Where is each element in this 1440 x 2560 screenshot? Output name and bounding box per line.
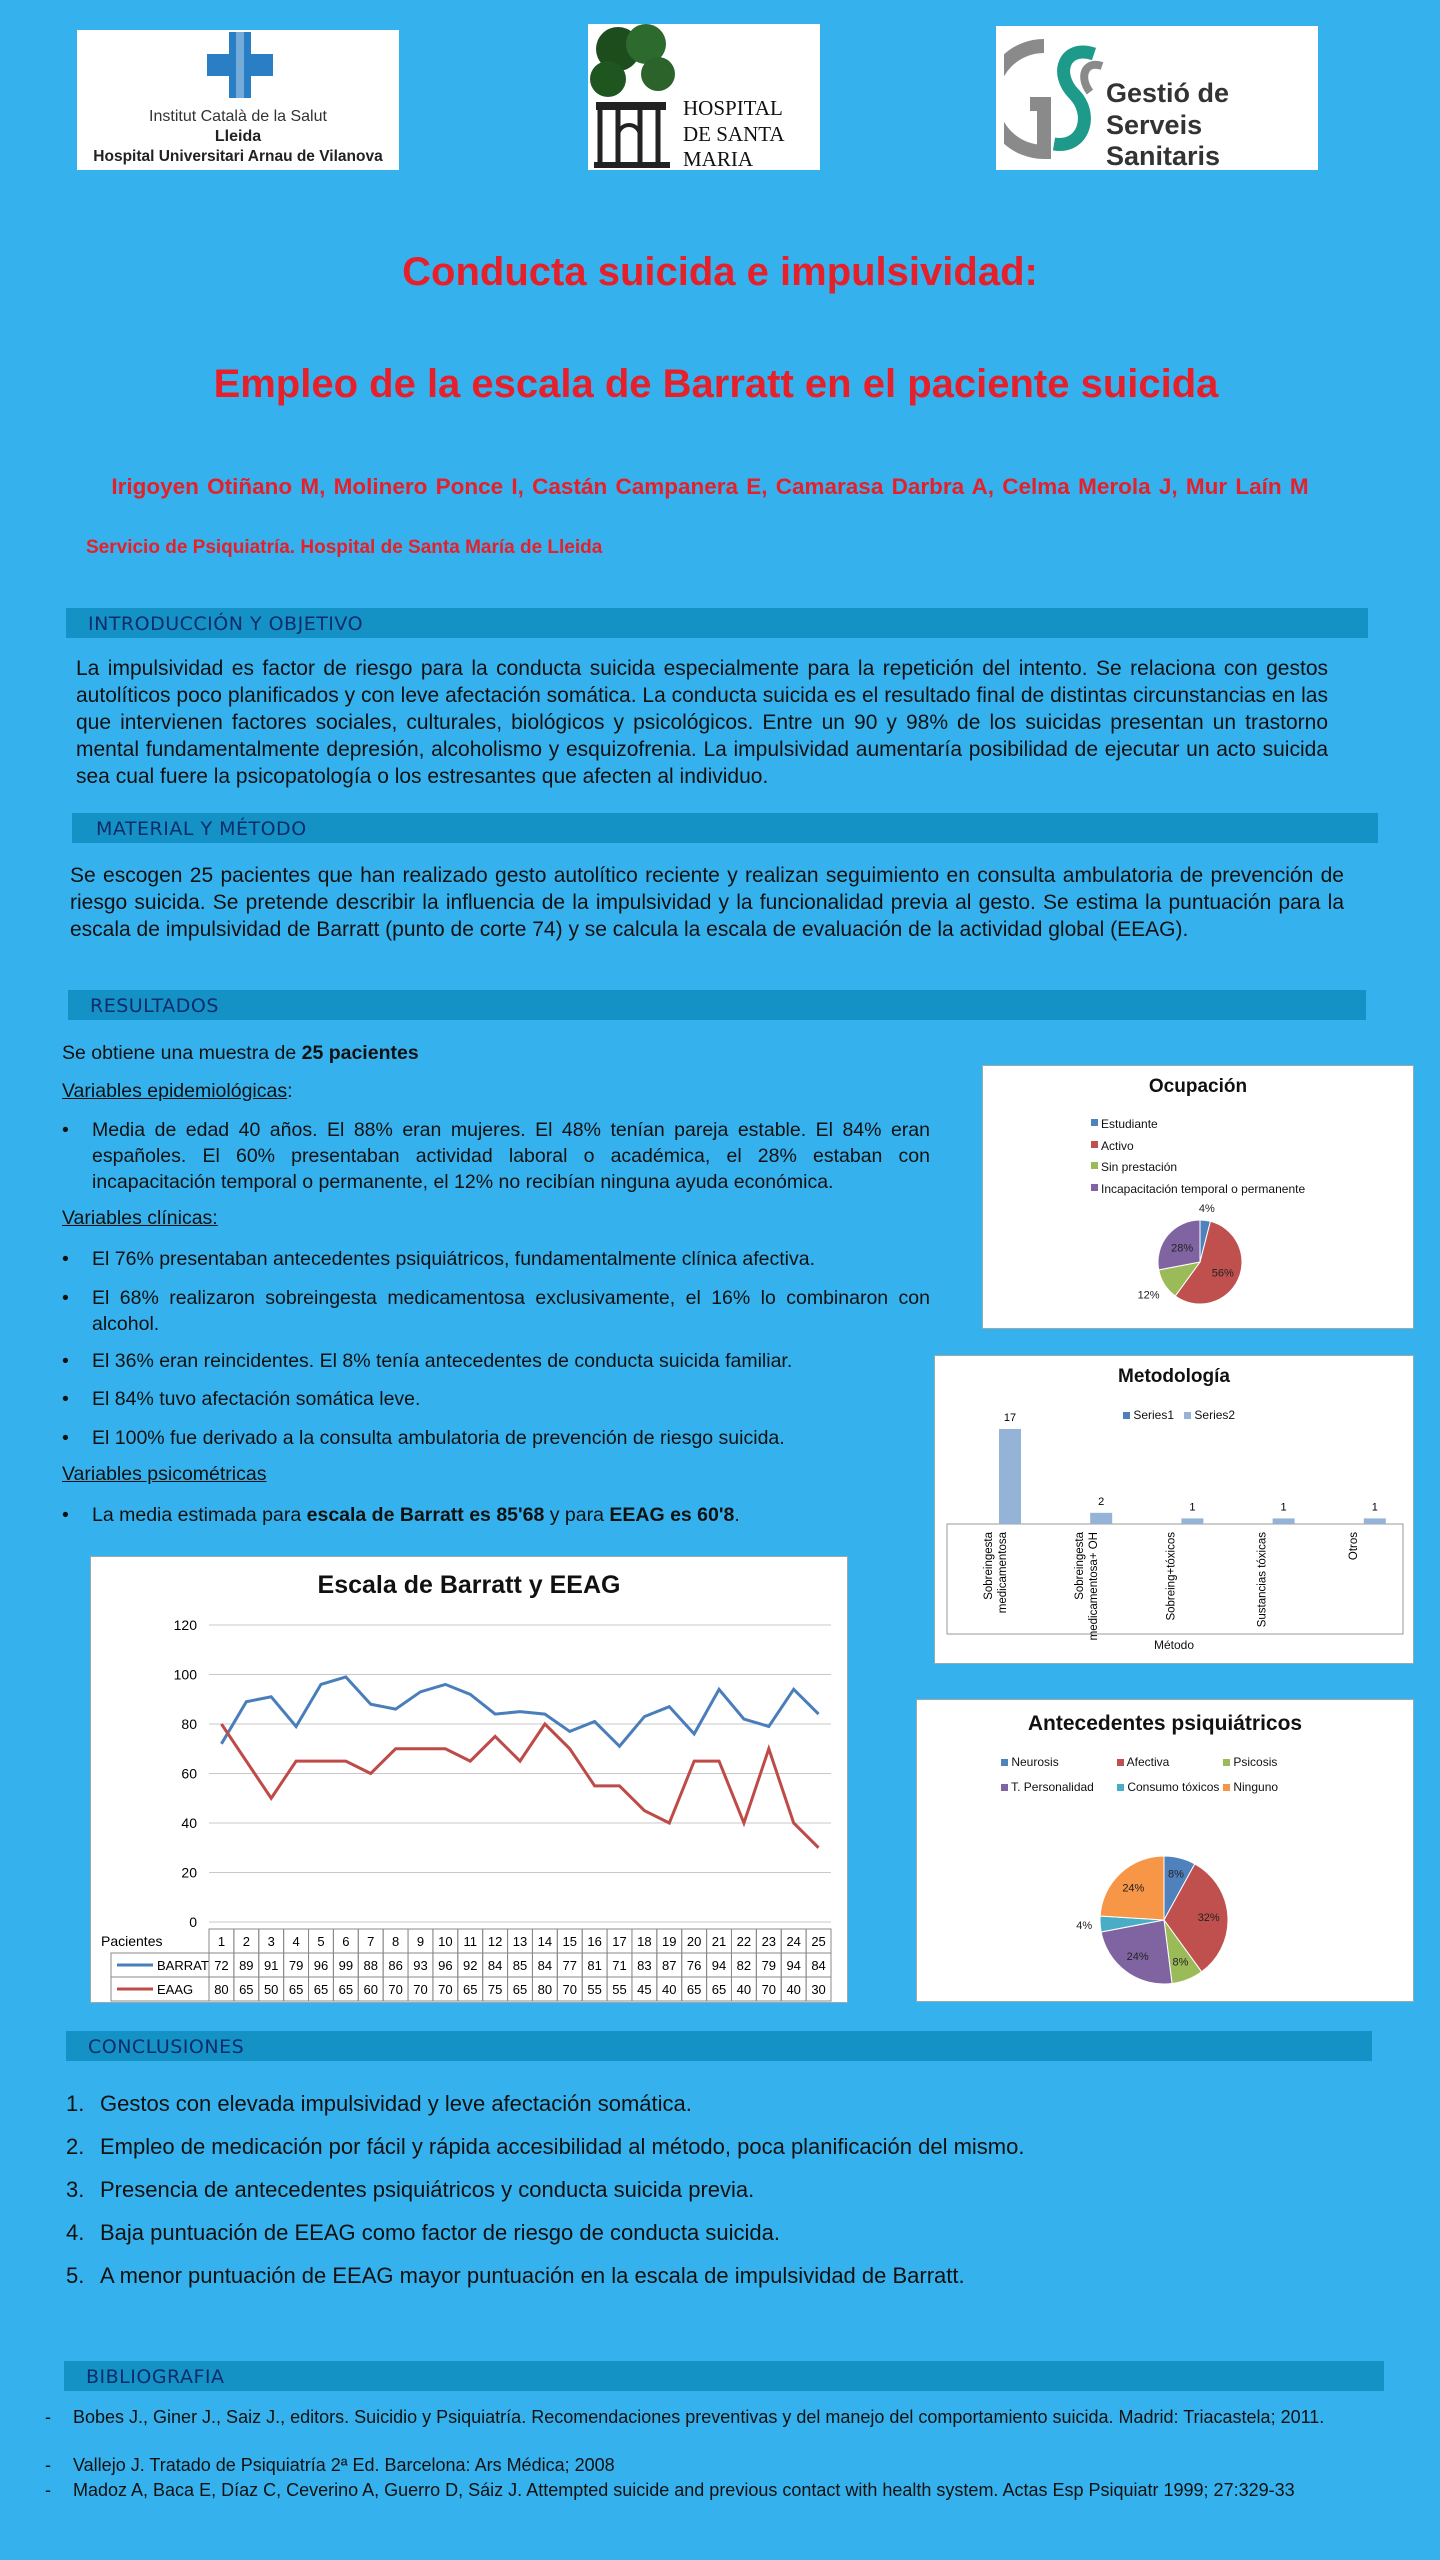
table-value: 70 <box>562 1982 577 1997</box>
tree-building-icon <box>588 24 683 170</box>
table-value: 21 <box>711 1934 727 1949</box>
bibliography-heading-text: BIBLIOGRAFIA <box>86 2366 225 2388</box>
chart-antecedentes-title: Antecedentes psiquiátricos <box>1027 1712 1303 1735</box>
pie-label: 24% <box>1122 1882 1145 1895</box>
table-value: 76 <box>686 1958 702 1973</box>
table-value: 79 <box>288 1958 304 1973</box>
logo-hospital-santa-maria <box>588 24 820 170</box>
pie-label: 28% <box>1171 1242 1194 1255</box>
bib-item: - Bobes J., Giner J., Saiz J., editors. Suicidio y Psiquiatría. Recomendaciones preventivas y del manejo del comportamiento suicida. Madrid: Triacastela; 2011. <box>40 2405 1400 2429</box>
chart-metodologia-title: Metodología <box>1118 1366 1230 1387</box>
legend-text: Afectiva <box>1126 1755 1170 1769</box>
logo-ics <box>77 30 399 170</box>
bar <box>999 1429 1021 1524</box>
table-value: 84 <box>487 1958 503 1973</box>
bar <box>1273 1518 1295 1524</box>
title-main: Conducta suicida e impulsividad: <box>402 250 1038 294</box>
chart-metodologia-xlabel: Método <box>1153 1638 1195 1652</box>
legend-text: Series2 <box>1194 1408 1236 1422</box>
bar-value-label: 1 <box>1371 1501 1378 1514</box>
conclusion-number: 4. <box>66 2220 85 2245</box>
table-value: 70 <box>761 1982 777 1997</box>
y-tick-label: 60 <box>181 1765 197 1782</box>
table-value: 60 <box>363 1982 378 1997</box>
table-value: 8 <box>391 1934 400 1949</box>
clin-item: • El 76% presentaban antecedentes psiquiátricos, fundamentalmente clínica afectiva. <box>62 1246 930 1272</box>
y-tick-label: 80 <box>181 1716 197 1732</box>
chart-antecedentes-pie <box>917 1700 1413 2001</box>
legend-text: Ninguno <box>1233 1780 1279 1794</box>
legend-series-name: EAAG <box>157 1982 194 1997</box>
table-value: 65 <box>711 1982 727 1997</box>
table-value: 87 <box>662 1958 677 1973</box>
logo-ics-line3: Hospital Universitari Arnau de Vilanova <box>93 148 383 165</box>
x-axis-label: Pacientes <box>101 1933 163 1949</box>
clin-item: • El 100% fue derivado a la consulta ambulatoria de prevención de riesgo suicida. <box>62 1425 930 1451</box>
table-value: 12 <box>487 1934 503 1949</box>
gss-mark-icon <box>1004 34 1104 164</box>
section-intro-heading <box>66 608 1368 638</box>
table-value: 70 <box>438 1982 453 1997</box>
table-value: 40 <box>736 1982 752 1997</box>
chart-ocupacion <box>982 1065 1414 1329</box>
pie-label: 4% <box>1076 1920 1093 1933</box>
logo-hsm-line1: HOSPITAL <box>683 96 783 120</box>
table-value: 86 <box>388 1958 403 1973</box>
conclusion-number: 5. <box>66 2263 85 2288</box>
psy-label: Variables psicométricas <box>62 1463 267 1485</box>
y-tick-label: 40 <box>181 1815 197 1831</box>
pie-label: 24% <box>1126 1951 1149 1964</box>
table-value: 65 <box>313 1982 329 1997</box>
authors: Irigoyen Otiñano M, Molinero Ponce I, Castán Campanera E, Camarasa Darbra A, Celma Merola J, Mur Laín M <box>111 474 1309 499</box>
method-heading-text: MATERIAL Y MÉTODO <box>96 818 307 840</box>
table-value: 6 <box>342 1934 350 1949</box>
table-value: 10 <box>438 1934 453 1949</box>
bar-category-label: Sustancias tóxicas <box>1256 1532 1269 1628</box>
epi-label <box>62 1080 293 1103</box>
table-value: 92 <box>463 1958 478 1973</box>
legend-text: T. Personalidad <box>1011 1780 1094 1794</box>
bar-value-label: 17 <box>1003 1412 1017 1424</box>
pie-label: 56% <box>1211 1267 1234 1280</box>
legend-text: Neurosis <box>1011 1755 1059 1769</box>
table-value: 70 <box>413 1982 428 1997</box>
y-tick-label: 120 <box>173 1617 197 1633</box>
logo-gss <box>996 26 1318 170</box>
conclusion-item <box>66 2220 780 2246</box>
pie-label: 8% <box>1167 1868 1184 1881</box>
chart-barratt-plot <box>91 1557 847 2002</box>
table-value: 65 <box>686 1982 702 1997</box>
legend-text: Activo <box>1101 1138 1134 1153</box>
bar <box>1364 1518 1386 1524</box>
service: Servicio de Psiquiatría. Hospital de Santa María de Lleida <box>86 537 603 558</box>
bar-category-label: Sobreingesta <box>983 1532 995 1600</box>
table-value: 65 <box>512 1982 528 1997</box>
table-value: 23 <box>761 1934 777 1949</box>
conclusion-number: 2. <box>66 2134 85 2159</box>
logo-gss-line1: Gestió de <box>1106 78 1230 108</box>
legend-text: Consumo tóxicos <box>1127 1780 1220 1794</box>
table-value: 81 <box>587 1958 602 1973</box>
table-value: 65 <box>338 1982 354 1997</box>
chart-ocupacion-title: Ocupación <box>1148 1076 1248 1097</box>
table-value: 99 <box>338 1958 354 1973</box>
table-value: 4 <box>292 1934 300 1949</box>
table-value: 55 <box>612 1982 627 1997</box>
bar-value-label: 2 <box>1098 1495 1105 1508</box>
conclusion-text: Empleo de medicación por fácil y rápida accesibilidad al método, poca planificación del mismo. <box>100 2134 1025 2159</box>
table-value: 71 <box>612 1958 627 1973</box>
table-value: 55 <box>587 1982 602 1997</box>
epi-item: • Media de edad 40 años. El 88% eran mujeres. El 48% tenían pareja estable. El 84% eran españoles. El 60% presentaban actividad laboral o académica, el 28% estaban con incapacitación temporal o permanente, el 12% no recibían ninguna ayuda económica. <box>62 1117 930 1195</box>
chart-barratt-title: Escala de Barratt y EEAG <box>317 1571 621 1599</box>
y-tick-label: 100 <box>173 1666 197 1683</box>
psy-barratt: escala de Barratt es 85'68 <box>306 1504 545 1526</box>
logo-hsm-line2: DE SANTA MARIA <box>683 122 784 171</box>
clin-item: • El 84% tuvo afectación somática leve. <box>62 1386 930 1412</box>
pie-label: 12% <box>1137 1289 1160 1302</box>
conclusions-heading-text: CONCLUSIONES <box>88 2036 245 2058</box>
sample-bold: 25 pacientes <box>301 1042 419 1064</box>
table-value: 96 <box>313 1958 329 1973</box>
table-value: 20 <box>686 1934 702 1949</box>
table-value: 84 <box>537 1958 553 1973</box>
chart-antecedentes <box>916 1699 1414 2002</box>
table-value: 24 <box>786 1934 801 1949</box>
table-value: 65 <box>288 1982 304 1997</box>
series-line <box>221 1724 818 1848</box>
psy-end: . <box>734 1504 740 1526</box>
clin-item: • El 36% eran reincidentes. El 8% tenía antecedentes de conducta suicida familiar. <box>62 1348 930 1374</box>
conclusion-item <box>66 2177 754 2203</box>
bar-value-label: 1 <box>1280 1501 1287 1514</box>
table-value: 82 <box>736 1958 752 1973</box>
table-value: 5 <box>317 1934 325 1949</box>
table-value: 17 <box>612 1934 627 1949</box>
table-value: 94 <box>711 1958 727 1973</box>
table-value: 65 <box>239 1982 254 1997</box>
table-value: 93 <box>413 1958 428 1973</box>
pie-label: 8% <box>1172 1956 1189 1969</box>
intro-text: La impulsividad es factor de riesgo para la conducta suicida especialmente para la repetición del intento. Se relaciona con gestos autolíticos poco planificados y con leve afectación somática. La conducta suicida es el resultado final de distintas circunstancias en las que intervienen factores sociales, culturales, biológicos y psicológicos. Entre un 90 y 98% de los suicidas presentan un trastorno mental fundamentalmente depresión, alcoholismo y esquizofrenia. La impulsividad aumentaría posibilidad de ejecutar un acto suicida sea cual fuere la psicopatología o los estresantes que afecten al individuo. <box>76 657 1328 788</box>
intro-heading-text: INTRODUCCIÓN Y OBJETIVO <box>88 613 364 635</box>
epi-label-text: Variables epidemiológicas <box>62 1080 288 1102</box>
table-value: 91 <box>263 1958 279 1973</box>
sample-line <box>62 1042 419 1065</box>
table-value: 22 <box>736 1934 752 1949</box>
table-value: 84 <box>811 1958 826 1973</box>
table-value: 85 <box>512 1958 528 1973</box>
table-value: 75 <box>487 1982 503 1997</box>
logo-gss-line2: Serveis Sanitaris <box>1106 110 1221 171</box>
table-value: 80 <box>537 1982 553 1997</box>
bar-category-label: medicamentosa+ OH <box>1088 1532 1101 1641</box>
y-tick-label: 20 <box>181 1864 197 1881</box>
table-value: 79 <box>761 1958 777 1973</box>
table-value: 1 <box>217 1934 226 1949</box>
table-value: 94 <box>786 1958 801 1973</box>
table-value: 88 <box>363 1958 378 1973</box>
section-results-heading <box>68 990 1366 1020</box>
logo-ics-line1: Institut Català de la Salut <box>149 108 327 125</box>
table-value: 96 <box>438 1958 453 1973</box>
conclusion-text: A menor puntuación de EEAG mayor puntuación en la escala de impulsividad de Barratt. <box>100 2263 965 2288</box>
psy-item <box>62 1502 930 1528</box>
table-value: 83 <box>637 1958 652 1973</box>
legend-text: Psicosis <box>1233 1755 1278 1769</box>
title-sub: Empleo de la escala de Barratt en el paciente suicida <box>213 362 1219 406</box>
psy-mid: y para <box>544 1504 610 1526</box>
legend-text: Sin prestación <box>1101 1160 1178 1174</box>
section-method-heading <box>72 813 1378 843</box>
bar-value-label: 1 <box>1189 1501 1196 1514</box>
chart-barratt-eeag <box>90 1556 848 2003</box>
table-value: 9 <box>416 1934 425 1949</box>
method-text: Se escogen 25 pacientes que han realizado gesto autolítico reciente y realizan seguimiento en consulta ambulatoria de prevención de riesgo suicida. Se pretende describir la influencia de la impulsividad y la funcionalidad previa al gesto. Se estima la puntuación para la escala de impulsividad de Barratt (punto de corte 74) y se calcula la escala de evaluación de la actividad global (EEAG). <box>70 864 1344 941</box>
table-value: 89 <box>239 1958 254 1973</box>
table-value: 72 <box>214 1958 229 1973</box>
results-heading-text: RESULTADOS <box>90 995 219 1017</box>
legend-text: Incapacitación temporal o permanente <box>1101 1181 1306 1196</box>
series-line <box>221 1677 818 1746</box>
table-value: 15 <box>562 1934 577 1949</box>
legend-text: Series1 <box>1133 1408 1175 1422</box>
table-value: 30 <box>811 1982 826 1997</box>
psy-eeag: EEAG es 60'8 <box>609 1504 735 1526</box>
bib-item: - Madoz A, Baca E, Díaz C, Ceverino A, Guerro D, Sáiz J. Attempted suicide and previous contact with health system. Actas Esp Psiquiatr 1999; 27:329-33 <box>40 2478 1400 2502</box>
clin-label: Variables clínicas: <box>62 1207 218 1229</box>
chart-ocupacion-pie <box>983 1066 1413 1328</box>
bar-category-label: medicamentosa <box>997 1532 1009 1614</box>
pie-label: 4% <box>1198 1202 1215 1215</box>
table-value: 45 <box>637 1982 652 1997</box>
table-value: 13 <box>512 1934 528 1949</box>
sample-pre: Se obtiene una muestra de <box>62 1042 302 1064</box>
conclusion-item <box>66 2263 965 2289</box>
section-conclusions-heading <box>66 2031 1372 2061</box>
cross-icon <box>205 30 275 100</box>
conclusion-item <box>66 2091 692 2117</box>
chart-metodologia-bars <box>935 1356 1413 1663</box>
table-value: 80 <box>214 1982 229 1997</box>
table-value: 7 <box>367 1934 375 1949</box>
epi-label-colon: : <box>287 1080 293 1102</box>
pie-label: 32% <box>1197 1912 1220 1925</box>
conclusion-number: 3. <box>66 2177 85 2202</box>
table-value: 18 <box>637 1934 652 1949</box>
table-value: 11 <box>463 1934 477 1949</box>
table-value: 25 <box>811 1934 826 1949</box>
table-value: 40 <box>662 1982 677 1997</box>
chart-metodologia <box>934 1355 1414 1664</box>
conclusion-text: Presencia de antecedentes psiquiátricos y conducta suicida previa. <box>100 2177 755 2202</box>
table-value: 2 <box>242 1934 250 1949</box>
table-value: 65 <box>463 1982 478 1997</box>
legend-text: Estudiante <box>1101 1117 1158 1131</box>
clin-item: • El 68% realizaron sobreingesta medicamentosa exclusivamente, el 16% lo combinaron con alcohol. <box>62 1285 930 1337</box>
bar-category-label: Sobreing+tóxicos <box>1165 1532 1178 1621</box>
logo-ics-line2: Lleida <box>214 128 262 145</box>
table-value: 70 <box>388 1982 403 1997</box>
table-value: 14 <box>537 1934 553 1949</box>
legend-series-name: BARRAT <box>157 1958 209 1973</box>
bar-category-label: Otros <box>1347 1532 1360 1561</box>
section-bibliography-heading <box>64 2361 1384 2391</box>
table-value: 16 <box>587 1934 602 1949</box>
y-tick-label: 0 <box>189 1914 197 1930</box>
table-value: 3 <box>267 1934 275 1949</box>
bar-category-label: Sobreingesta <box>1074 1532 1087 1600</box>
conclusion-number: 1. <box>66 2091 85 2116</box>
conclusion-text: Baja puntuación de EEAG como factor de riesgo de conducta suicida. <box>100 2220 780 2245</box>
table-value: 19 <box>662 1934 677 1949</box>
bar <box>1181 1518 1203 1524</box>
table-value: 40 <box>786 1982 801 1997</box>
table-value: 50 <box>263 1982 279 1997</box>
bar <box>1090 1513 1112 1524</box>
conclusion-item <box>66 2134 1024 2160</box>
table-value: 77 <box>562 1958 577 1973</box>
conclusion-text: Gestos con elevada impulsividad y leve afectación somática. <box>100 2091 692 2116</box>
bib-item: - Vallejo J. Tratado de Psiquiatría 2ª Ed. Barcelona: Ars Médica; 2008 <box>40 2453 1400 2477</box>
psy-pre: La media estimada para <box>92 1504 307 1526</box>
